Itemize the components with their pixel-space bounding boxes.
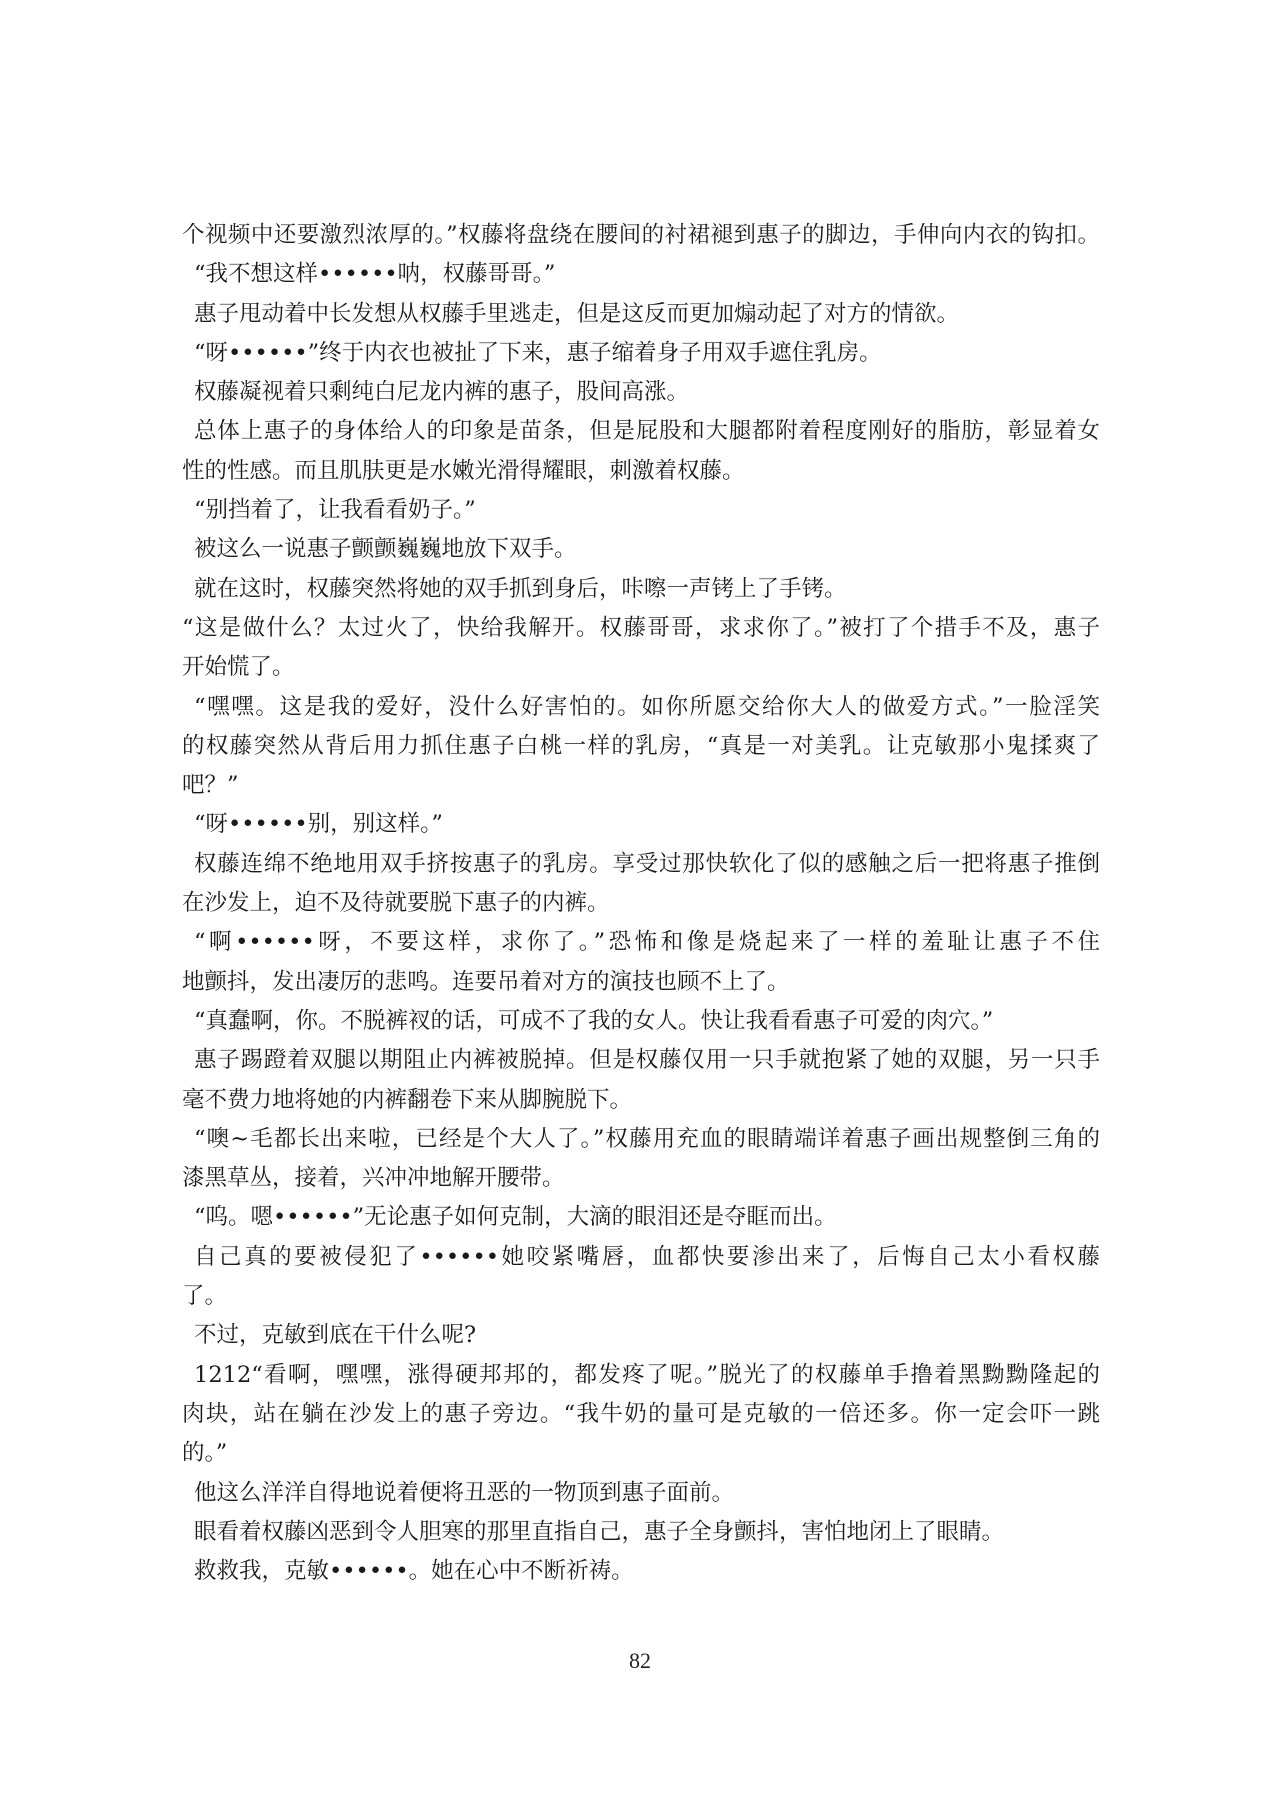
text-line: 惠子甩动着中长发想从权藤手里逃走，但是这反而更加煽动起了对方的情欲。 bbox=[194, 300, 960, 327]
text-line: “呜。嗯••••••”无论惠子如何克制，大滴的眼泪还是夺眶而出。 bbox=[194, 1204, 837, 1231]
text-line: 开始慌了。 bbox=[182, 654, 295, 681]
text-line: 1212“看啊，嘿嘿，涨得硬邦邦的，都发疼了呢。”脱光了的权藤单手撸着黑黝黝隆起的 bbox=[194, 1361, 1100, 1388]
text-line: 不过，克敏到底在干什么呢? bbox=[194, 1322, 477, 1349]
text-line: 被这么一说惠子颤颤巍巍地放下双手。 bbox=[194, 536, 577, 563]
text-line: 惠子踢蹬着双腿以期阻止内裤被脱掉。但是权藤仅用一只手就抱紧了她的双腿，另一只手 bbox=[194, 1047, 1100, 1074]
text-line: 总体上惠子的身体给人的印象是苗条，但是屁股和大腿都附着程度刚好的脂肪，彰显着女 bbox=[194, 418, 1100, 445]
text-line: 的。” bbox=[182, 1440, 228, 1467]
text-line: 就在这时，权藤突然将她的双手抓到身后，咔嚓一声铐上了手铐。 bbox=[194, 575, 847, 602]
text-line: 了。 bbox=[182, 1283, 228, 1310]
text-line: “噢~毛都长出来啦，已经是个大人了。”权藤用充血的眼睛端详着惠子画出规整倒三角的 bbox=[194, 1125, 1100, 1152]
text-line: 他这么洋洋自得地说着便将丑恶的一物顶到惠子面前。 bbox=[194, 1479, 735, 1506]
text-line: “嘿嘿。这是我的爱好，没什么好害怕的。如你所愿交给你大人的做爱方式。”一脸淫笑 bbox=[194, 693, 1100, 720]
text-line: “这是做什么？太过火了，快给我解开。权藤哥哥，求求你了。”被打了个措手不及，惠子 bbox=[182, 614, 1100, 641]
text-line: 权藤连绵不绝地用双手挤按惠子的乳房。享受过那快软化了似的感触之后一把将惠子推倒 bbox=[194, 850, 1100, 877]
text-line: 性的性感。而且肌肤更是水嫩光滑得耀眼，刺激着权藤。 bbox=[182, 457, 745, 484]
text-line: 眼看着权藤凶恶到令人胆寒的那里直指自己，惠子全身颤抖，害怕地闭上了眼睛。 bbox=[194, 1518, 1005, 1545]
text-line: 个视频中还要激烈浓厚的。”权藤将盘绕在腰间的衬裙褪到惠子的脚边，手伸向内衣的钩扣。 bbox=[182, 222, 1100, 248]
body-text bbox=[182, 216, 1100, 1591]
text-line: 吧？” bbox=[182, 772, 239, 799]
text-line: “别挡着了，让我看看奶子。” bbox=[194, 497, 476, 524]
text-line: 肉块，站在躺在沙发上的惠子旁边。“我牛奶的量可是克敏的一倍还多。你一定会吓一跳 bbox=[182, 1400, 1100, 1427]
text-line: “呀••••••”终于内衣也被扯了下来，惠子缩着身子用双手遮住乳房。 bbox=[194, 339, 882, 366]
text-line: “啊••••••呀，不要这样，求你了。”恐怖和像是烧起来了一样的羞耻让惠子不住 bbox=[194, 929, 1100, 956]
text-line: “我不想这样••••••呐，权藤哥哥。” bbox=[194, 261, 556, 288]
text-line: 毫不费力地将她的内裤翻卷下来从脚腕脱下。 bbox=[182, 1086, 633, 1113]
text-line: “真蠢啊，你。不脱裤衩的话，可成不了我的女人。快让我看看惠子可爱的肉穴。” bbox=[194, 1007, 994, 1034]
text-line: “呀••••••别，别这样。” bbox=[194, 811, 443, 838]
text-line: 自己真的要被侵犯了••••••她咬紧嘴唇，血都快要渗出来了，后悔自己太小看权藤 bbox=[194, 1243, 1100, 1270]
text-line: 救救我，克敏••••••。她在心中不断祈祷。 bbox=[194, 1558, 634, 1585]
text-line: 地颤抖，发出凄厉的悲鸣。连要吊着对方的演技也顾不上了。 bbox=[182, 968, 790, 995]
text-line: 权藤凝视着只剩纯白尼龙内裤的惠子，股间高涨。 bbox=[194, 379, 690, 406]
text-line: 在沙发上，迫不及待就要脱下惠子的内裤。 bbox=[182, 890, 610, 917]
text-line: 的权藤突然从背后用力抓住惠子白桃一样的乳房，“真是一对美乳。让克敏那小鬼揉爽了 bbox=[182, 732, 1100, 759]
text-line: 漆黑草丛，接着，兴冲冲地解开腰带。 bbox=[182, 1165, 565, 1192]
page-number: 82 bbox=[629, 1648, 651, 1673]
